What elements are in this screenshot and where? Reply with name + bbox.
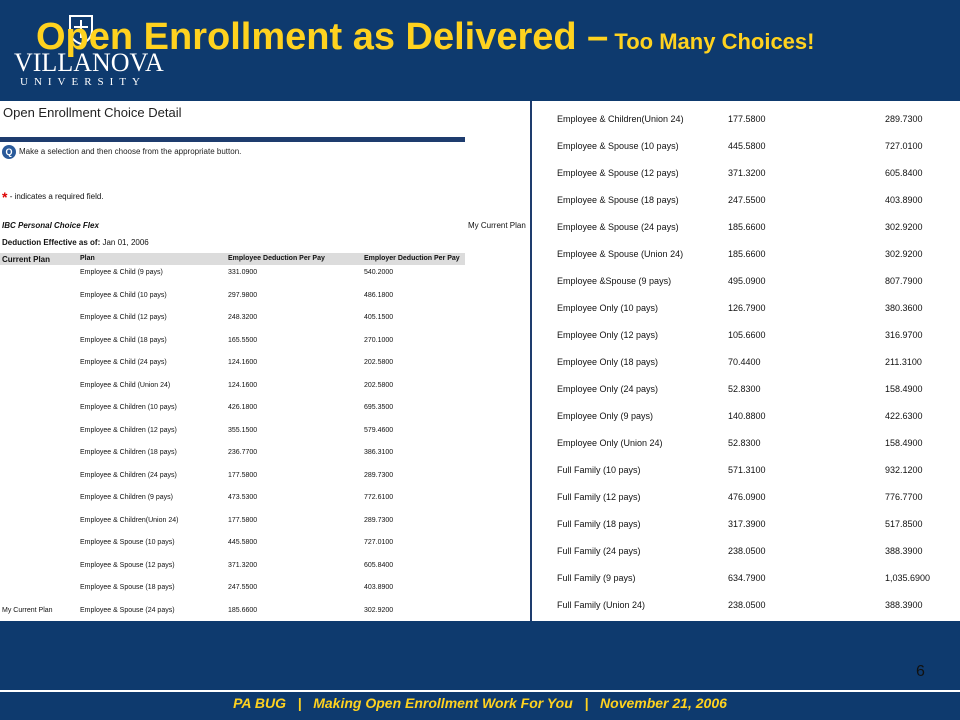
table-row[interactable] <box>530 132 960 159</box>
employer-deduction-cell: 807.7900 <box>885 276 923 286</box>
instruction-line <box>2 145 241 159</box>
table-row[interactable] <box>530 348 960 375</box>
employee-deduction-cell: 371.3200 <box>728 168 766 178</box>
table-row[interactable] <box>530 429 960 456</box>
employer-deduction-cell: 211.3100 <box>885 357 922 367</box>
employee-deduction-cell: 70.4400 <box>728 357 761 367</box>
plan-cell: Employee & Children (9 pays) <box>80 494 173 501</box>
plan-cell: Employee & Children (18 pays) <box>80 449 177 456</box>
table-row[interactable] <box>530 267 960 294</box>
plan-cell: Employee & Child (18 pays) <box>80 336 167 344</box>
table-row[interactable] <box>0 468 465 491</box>
employer-deduction-cell: 380.3600 <box>885 303 923 313</box>
table-row[interactable] <box>530 294 960 321</box>
employee-deduction-cell: 177.5800 <box>228 516 258 524</box>
employee-deduction-cell: 238.0500 <box>728 600 766 610</box>
employee-deduction-cell: 247.5500 <box>228 584 258 591</box>
employer-deduction-cell: 605.8400 <box>364 561 394 569</box>
page-number: 6 <box>916 663 925 680</box>
employer-deduction-cell: 388.3900 <box>885 600 923 610</box>
employer-deduction-cell: 405.1500 <box>364 314 394 321</box>
col-plan: Plan <box>80 255 95 262</box>
logo-subtitle: UNIVERSITY <box>20 76 146 88</box>
enrollment-choice-panel <box>0 101 530 621</box>
employer-deduction-cell: 727.0100 <box>885 141 923 151</box>
plan-cell: Employee & Children(Union 24) <box>80 516 179 524</box>
title-small: Too Many Choices! <box>608 29 815 54</box>
table-row[interactable] <box>530 510 960 537</box>
col-employer-deduction: Employer Deduction Per Pay <box>364 255 460 262</box>
my-current-plan-label: My Current Plan <box>468 221 526 230</box>
employer-deduction-cell: 270.1000 <box>364 336 394 344</box>
help-icon: Q <box>2 145 16 159</box>
plan-cell: Employee & Child (9 pays) <box>80 269 163 276</box>
employee-deduction-cell: 185.6600 <box>728 249 766 259</box>
employer-deduction-cell: 579.4600 <box>364 426 394 434</box>
plan-cell: Employee & Children (10 pays) <box>80 404 177 411</box>
table-row[interactable] <box>0 603 465 622</box>
plan-cell: Employee &Spouse (9 pays) <box>557 276 672 286</box>
employer-deduction-cell: 422.6300 <box>885 411 923 421</box>
employer-deduction-cell: 386.3100 <box>364 449 394 456</box>
col-current-plan: Current Plan <box>2 255 51 264</box>
slide-title <box>36 14 814 65</box>
employer-deduction-cell: 202.5800 <box>364 359 394 366</box>
employee-deduction-cell: 355.1500 <box>228 426 258 434</box>
employee-deduction-cell: 371.3200 <box>228 561 258 569</box>
employee-deduction-cell: 126.7900 <box>728 303 766 313</box>
plan-table <box>0 253 465 621</box>
employee-deduction-cell: 317.3900 <box>728 519 766 529</box>
table-row[interactable] <box>530 321 960 348</box>
plan-cell: Full Family (Union 24) <box>557 600 646 610</box>
table-row[interactable] <box>0 423 465 446</box>
employee-deduction-cell: 52.8300 <box>728 384 761 394</box>
employer-deduction-cell: 316.9700 <box>885 330 923 340</box>
table-row[interactable] <box>0 265 465 288</box>
employee-deduction-cell: 571.3100 <box>728 465 766 475</box>
plan-cell: Full Family (18 pays) <box>557 519 641 529</box>
employer-deduction-cell: 158.4900 <box>885 438 923 448</box>
employer-deduction-cell: 403.8900 <box>364 584 394 591</box>
employer-deduction-cell: 302.9200 <box>885 249 923 259</box>
heading-divider <box>0 137 465 142</box>
plan-cell: Employee & Spouse (Union 24) <box>557 249 684 259</box>
employee-deduction-cell: 165.5500 <box>228 336 258 344</box>
plan-cell: Employee & Child (12 pays) <box>80 314 167 321</box>
employer-deduction-cell: 727.0100 <box>364 539 394 546</box>
employee-deduction-cell: 52.8300 <box>728 438 761 448</box>
plan-cell: Employee Only (18 pays) <box>557 357 659 367</box>
table-row[interactable] <box>0 580 465 603</box>
plan-cell: Employee & Children(Union 24) <box>557 114 684 124</box>
employer-deduction-cell: 1,035.6900 <box>885 573 931 583</box>
employer-deduction-cell: 772.6100 <box>364 494 394 501</box>
employer-deduction-cell: 776.7700 <box>885 492 923 502</box>
table-row[interactable] <box>530 483 960 510</box>
effective-date: Jan 01, 2006 <box>102 238 149 247</box>
employee-deduction-cell: 473.5300 <box>228 494 258 501</box>
employer-deduction-cell: 388.3900 <box>885 546 923 556</box>
table-row[interactable] <box>530 213 960 240</box>
employee-deduction-cell: 238.0500 <box>728 546 766 556</box>
employer-deduction-cell: 695.3500 <box>364 404 394 411</box>
employee-deduction-cell: 140.8800 <box>728 411 766 421</box>
effective-label: Deduction Effective as of: <box>2 238 101 247</box>
plan-name: IBC Personal Choice Flex <box>2 221 99 230</box>
table-header <box>0 253 465 265</box>
table-row[interactable] <box>0 310 465 333</box>
plan-cell: Employee & Spouse (24 pays) <box>80 606 175 614</box>
table-body <box>0 265 465 621</box>
plan-cell: Employee & Spouse (12 pays) <box>80 561 175 569</box>
plan-cell: Full Family (12 pays) <box>557 492 641 502</box>
table-row[interactable] <box>530 456 960 483</box>
employee-deduction-cell: 236.7700 <box>228 449 258 456</box>
deduction-effective <box>2 238 149 247</box>
current-plan-cell: My Current Plan <box>2 606 53 614</box>
slide-footer: PA BUG | Making Open Enrollment Work For You | November 21, 2006 <box>233 695 727 711</box>
employee-deduction-cell: 426.1800 <box>228 404 258 411</box>
employer-deduction-cell: 289.7300 <box>885 114 923 124</box>
plan-cell: Employee Only (Union 24) <box>557 438 663 448</box>
plan-cell: Full Family (24 pays) <box>557 546 641 556</box>
employer-deduction-cell: 202.5800 <box>364 381 394 389</box>
table-row[interactable] <box>530 402 960 429</box>
table-row[interactable] <box>0 355 465 378</box>
panel-heading: Open Enrollment Choice Detail <box>3 105 182 120</box>
employer-deduction-cell: 403.8900 <box>885 195 923 205</box>
enrollment-choice-panel-continued <box>530 101 960 621</box>
employee-deduction-cell: 124.1600 <box>228 359 258 366</box>
employee-deduction-cell: 445.5800 <box>728 141 766 151</box>
employee-deduction-cell: 185.6600 <box>228 606 258 614</box>
plan-cell: Employee Only (12 pays) <box>557 330 659 340</box>
plan-cell: Employee & Child (10 pays) <box>80 291 167 299</box>
plan-cell: Employee Only (24 pays) <box>557 384 659 394</box>
table-row[interactable] <box>530 537 960 564</box>
table-row[interactable] <box>0 288 465 311</box>
employee-deduction-cell: 177.5800 <box>728 114 766 124</box>
table-row[interactable] <box>530 240 960 267</box>
plan-cell: Employee & Spouse (10 pays) <box>557 141 679 151</box>
employer-deduction-cell: 540.2000 <box>364 269 394 276</box>
employee-deduction-cell: 476.0900 <box>728 492 766 502</box>
plan-cell: Employee & Children (12 pays) <box>80 426 177 434</box>
logo-wordmark: VILLANOVA <box>14 48 164 77</box>
table-row[interactable] <box>530 375 960 402</box>
employee-deduction-cell: 297.9800 <box>228 291 258 299</box>
required-asterisk-icon: * <box>2 189 8 205</box>
plan-cell: Employee & Child (24 pays) <box>80 359 167 366</box>
table-row[interactable] <box>0 513 465 536</box>
table-row[interactable] <box>0 490 465 513</box>
table-row[interactable] <box>0 445 465 468</box>
employer-deduction-cell: 302.9200 <box>885 222 923 232</box>
plan-cell: Employee & Spouse (24 pays) <box>557 222 679 232</box>
plan-cell: Employee & Child (Union 24) <box>80 381 171 389</box>
employer-deduction-cell: 158.4900 <box>885 384 923 394</box>
employer-deduction-cell: 486.1800 <box>364 291 394 299</box>
employee-deduction-cell: 124.1600 <box>228 381 258 389</box>
table-row[interactable] <box>530 564 960 591</box>
plan-cell: Employee & Spouse (18 pays) <box>557 195 679 205</box>
employee-deduction-cell: 105.6600 <box>728 330 766 340</box>
table-row[interactable] <box>0 400 465 423</box>
plan-cell: Employee Only (10 pays) <box>557 303 659 313</box>
employer-deduction-cell: 605.8400 <box>885 168 923 178</box>
instruction-text: Make a selection and then choose from the appropriate button. <box>19 147 242 157</box>
employee-deduction-cell: 331.0900 <box>228 269 258 276</box>
plan-cell: Employee & Children (24 pays) <box>80 471 177 479</box>
plan-cell: Full Family (9 pays) <box>557 573 636 583</box>
table-row[interactable] <box>0 558 465 581</box>
table-row[interactable] <box>0 333 465 356</box>
table-row[interactable] <box>0 378 465 401</box>
employee-deduction-cell: 247.5500 <box>728 195 766 205</box>
employer-deduction-cell: 302.9200 <box>364 606 394 614</box>
employee-deduction-cell: 495.0900 <box>728 276 766 286</box>
required-note <box>2 189 104 205</box>
plan-cell: Full Family (10 pays) <box>557 465 641 475</box>
title-main: Open Enrollment as Delivered – <box>36 16 609 58</box>
employee-deduction-cell: 634.7900 <box>728 573 766 583</box>
employer-deduction-cell: 289.7300 <box>364 471 394 479</box>
table-row[interactable] <box>530 186 960 213</box>
footer-divider <box>0 690 960 692</box>
col-employee-deduction: Employee Deduction Per Pay <box>228 255 325 262</box>
table-row[interactable] <box>530 105 960 132</box>
employee-deduction-cell: 248.3200 <box>228 314 258 321</box>
employer-deduction-cell: 289.7300 <box>364 516 394 524</box>
table-row[interactable] <box>530 591 960 618</box>
required-note-text: - indicates a required field. <box>9 192 104 202</box>
plan-cell: Employee & Spouse (10 pays) <box>80 539 175 546</box>
employer-deduction-cell: 517.8500 <box>885 519 923 529</box>
plan-cell: Employee & Spouse (12 pays) <box>557 168 679 178</box>
table-row[interactable] <box>0 535 465 558</box>
plan-cell: Employee Only (9 pays) <box>557 411 654 421</box>
employer-deduction-cell: 932.1200 <box>885 465 923 475</box>
table-row[interactable] <box>530 159 960 186</box>
employee-deduction-cell: 185.6600 <box>728 222 766 232</box>
employee-deduction-cell: 445.5800 <box>228 539 258 546</box>
employee-deduction-cell: 177.5800 <box>228 471 258 479</box>
plan-cell: Employee & Spouse (18 pays) <box>80 584 175 591</box>
